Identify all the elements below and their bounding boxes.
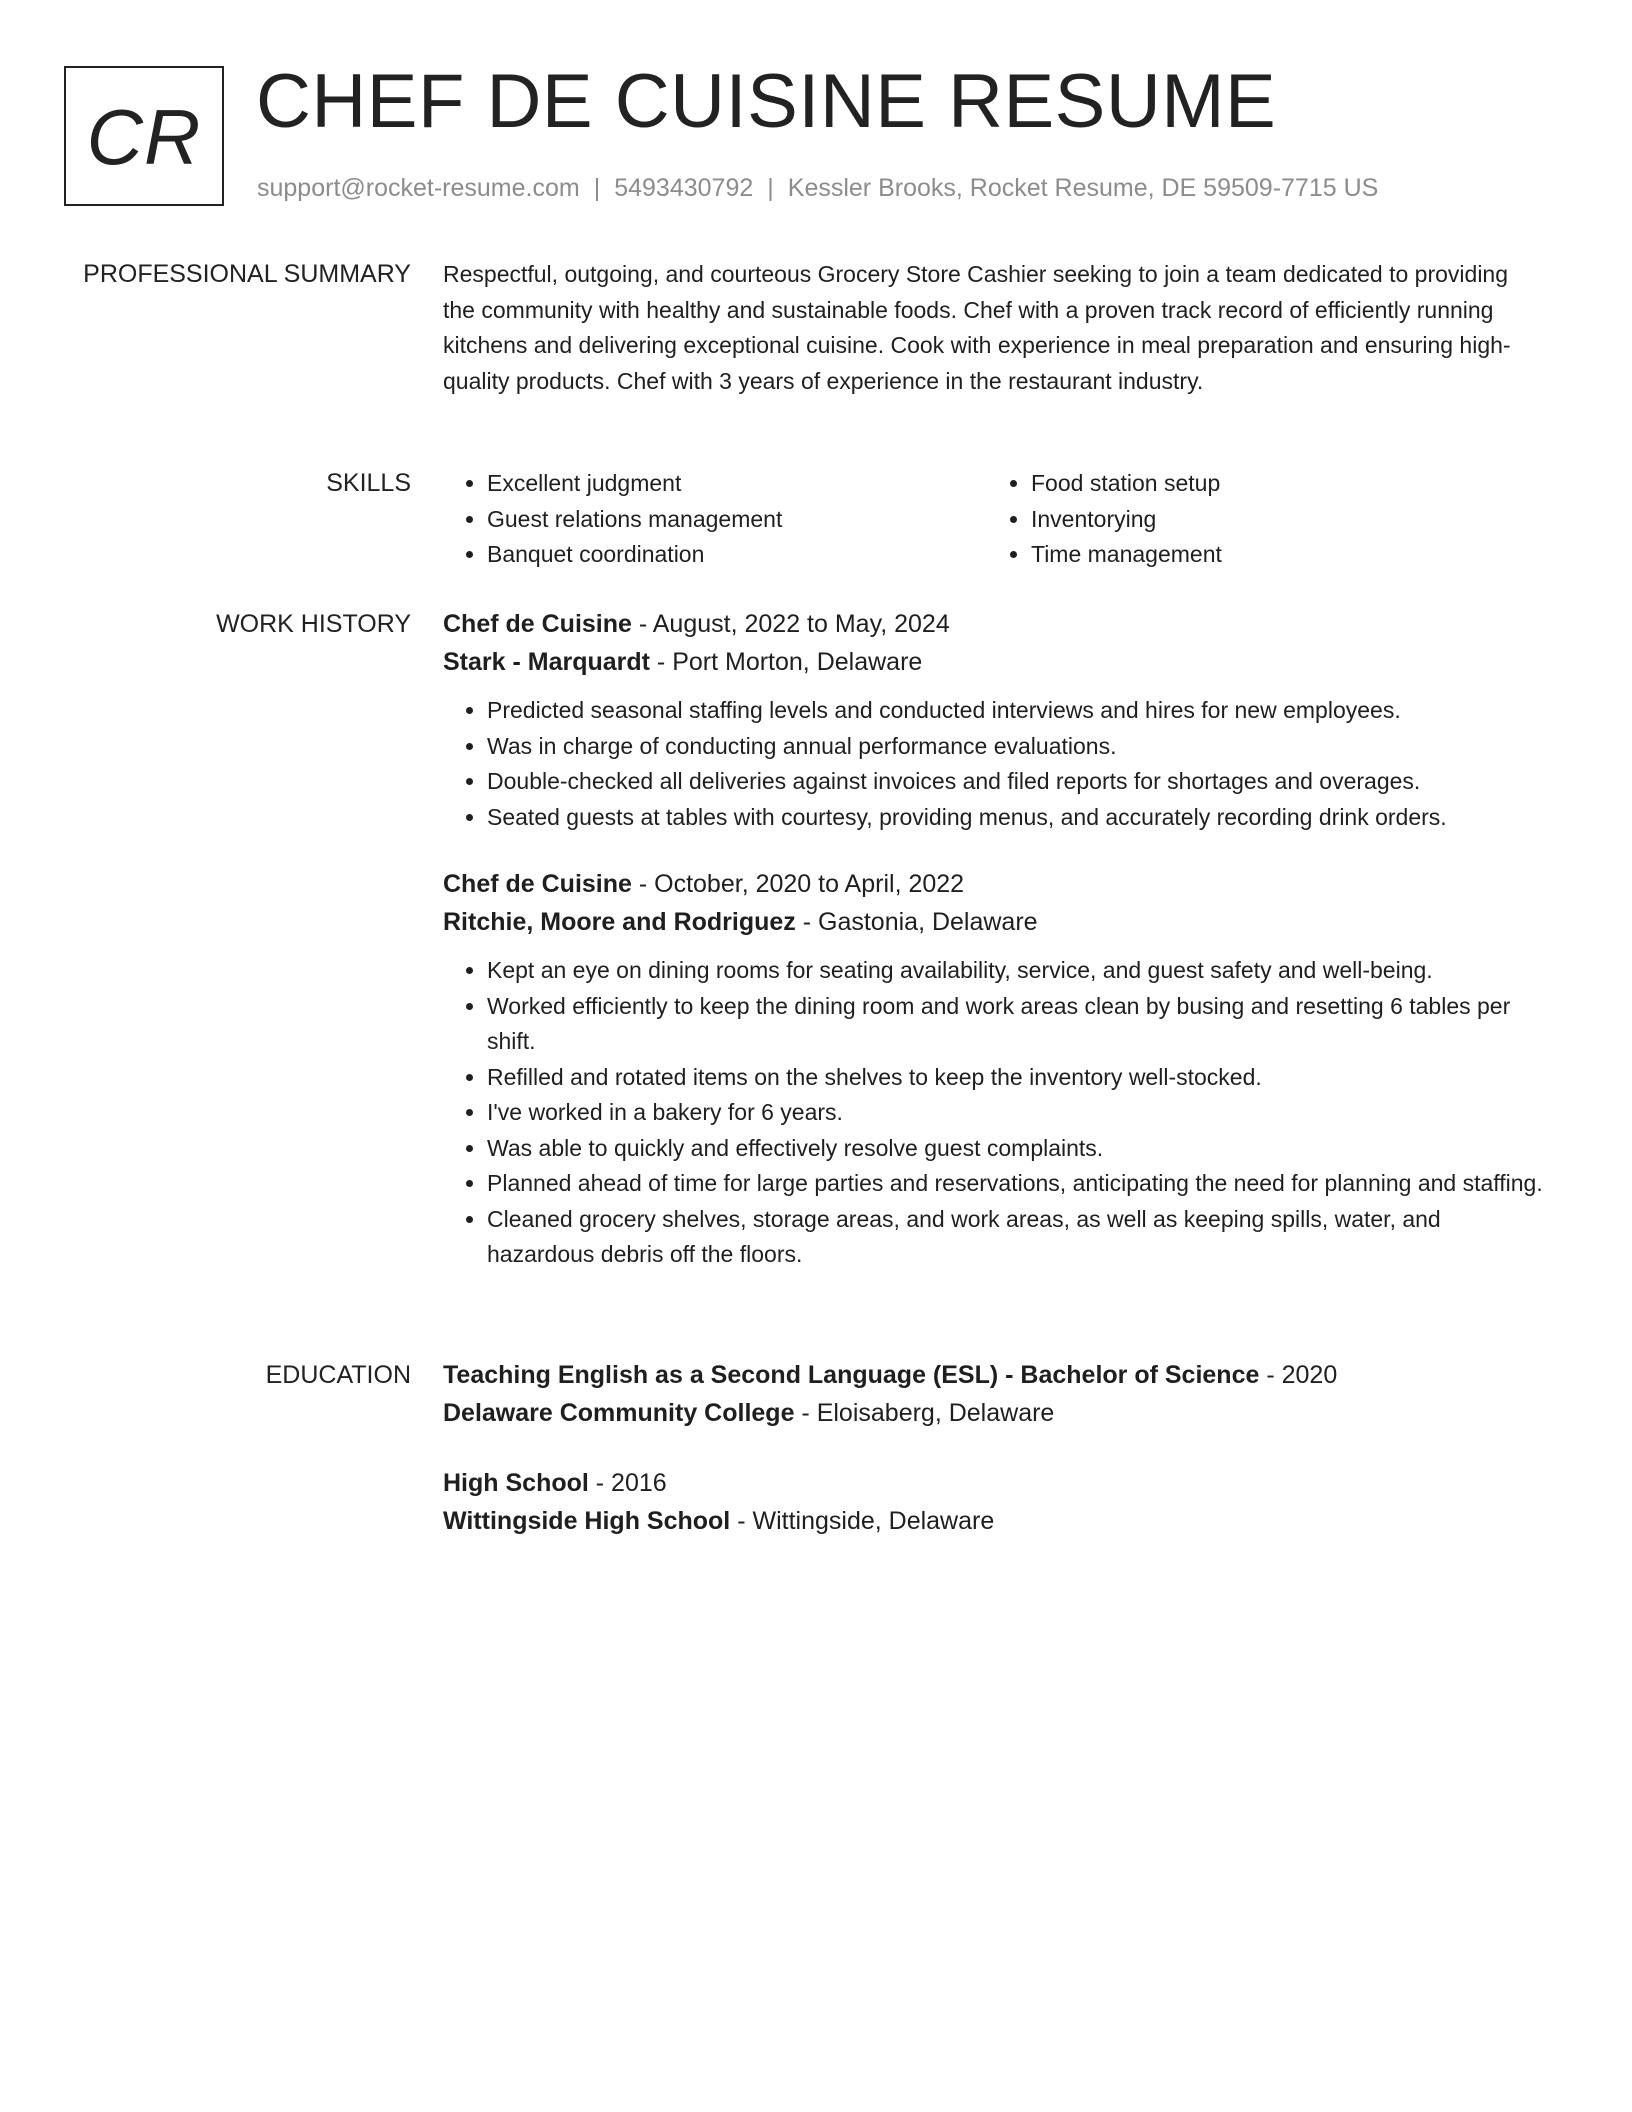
school-name: Delaware Community College (443, 1399, 795, 1427)
monogram-box (64, 66, 224, 206)
job-duty: • Worked efficiently to keep the dining room and work areas clean by busing and resetting 6 tables per shift. (487, 989, 1543, 1060)
work-history-section (443, 605, 1543, 1273)
job-duty: • Cleaned grocery shelves, storage areas, and work areas, as well as keeping spills, water, and hazardous debris off the floors. (487, 1202, 1543, 1273)
degree-line (443, 1356, 1543, 1394)
job-duties-list (443, 953, 1543, 1273)
school-line (443, 1502, 1543, 1540)
job-company-line (443, 903, 1543, 941)
contact-email[interactable]: support@rocket-resume.com (257, 174, 580, 202)
job-duty: • Refilled and rotated items on the shelves to keep the inventory well-stocked. (487, 1060, 1543, 1096)
contact-separator: | (593, 174, 601, 202)
skills-list-left (443, 466, 987, 573)
education-heading: EDUCATION (265, 1361, 411, 1389)
job-title: Chef de Cuisine (443, 610, 632, 638)
job-location: - Gastonia, Delaware (795, 908, 1038, 936)
degree-line (443, 1464, 1543, 1502)
school-name: Wittingside High School (443, 1507, 731, 1535)
job-company-line (443, 643, 1543, 681)
degree-name: Teaching English as a Second Language (ESL) - Bachelor of Science (443, 1361, 1260, 1389)
skill-item: • Inventorying (1031, 502, 1531, 538)
monogram-initials: CR (86, 92, 202, 181)
degree-year: - 2020 (1259, 1361, 1338, 1389)
job-title-line (443, 865, 1543, 903)
job-dates: - October, 2020 to April, 2022 (631, 870, 965, 898)
job-duty: • Double-checked all deliveries against invoices and filed reports for shortages and overages. (487, 764, 1543, 800)
contact-phone[interactable]: 5493430792 (614, 174, 754, 202)
summary-heading: PROFESSIONAL SUMMARY (83, 260, 411, 288)
school-location: - Eloisaberg, Delaware (794, 1399, 1055, 1427)
summary-section (443, 257, 1543, 399)
job-title: Chef de Cuisine (443, 870, 632, 898)
job-duty: • Kept an eye on dining rooms for seating availability, service, and guest safety and well-being. (487, 953, 1543, 989)
job-duty: • Was able to quickly and effectively resolve guest complaints. (487, 1131, 1543, 1167)
job-entry (443, 605, 1543, 835)
skills-heading: SKILLS (326, 469, 411, 497)
job-company: Ritchie, Moore and Rodriguez (443, 908, 796, 936)
job-duty: • I've worked in a bakery for 6 years. (487, 1095, 1543, 1131)
contact-separator: | (767, 174, 774, 202)
skill-item: • Banquet coordination (487, 537, 987, 573)
job-duties-list (443, 693, 1543, 835)
job-duty: • Predicted seasonal staffing levels and conducted interviews and hires for new employees. (487, 693, 1543, 729)
job-duty: • Was in charge of conducting annual performance evaluations. (487, 729, 1543, 765)
education-entry (443, 1464, 1543, 1540)
skill-item: • Time management (1031, 537, 1531, 573)
skill-item: • Food station setup (1031, 466, 1531, 502)
resume-title: CHEF DE CUISINE RESUME (256, 59, 1277, 144)
contact-address: Kessler Brooks, Rocket Resume, DE 59509-7715 US (787, 174, 1379, 202)
skill-item: • Excellent judgment (487, 466, 987, 502)
education-section (443, 1356, 1543, 1540)
degree-name: High School (443, 1469, 589, 1497)
skills-list-right (987, 466, 1531, 573)
skills-section (443, 466, 1543, 573)
job-dates: - August, 2022 to May, 2024 (631, 610, 950, 638)
job-duty: • Seated guests at tables with courtesy, providing menus, and accurately recording drink orders. (487, 800, 1543, 836)
work-history-heading: WORK HISTORY (216, 610, 411, 638)
job-title-line (443, 605, 1543, 643)
school-line (443, 1394, 1543, 1432)
contact-line (257, 172, 1378, 204)
skill-item: • Guest relations management (487, 502, 987, 538)
job-duty: • Planned ahead of time for large parties and reservations, anticipating the need for planning and staffing. (487, 1166, 1543, 1202)
school-location: - Wittingside, Delaware (730, 1507, 995, 1535)
summary-text: Respectful, outgoing, and courteous Grocery Store Cashier seeking to join a team dedicated to providing the community with healthy and sustainable foods. Chef with a proven track record of efficiently running kitchens and delivering exceptional cuisine. Cook with experience in meal preparation and ensuring high-quality products. Chef with 3 years of experience in the restaurant industry. (443, 261, 1511, 394)
education-entry (443, 1356, 1543, 1432)
degree-year: - 2016 (588, 1469, 667, 1497)
job-entry (443, 865, 1543, 1273)
job-location: - Port Morton, Delaware (649, 648, 923, 676)
job-company: Stark - Marquardt (443, 648, 650, 676)
